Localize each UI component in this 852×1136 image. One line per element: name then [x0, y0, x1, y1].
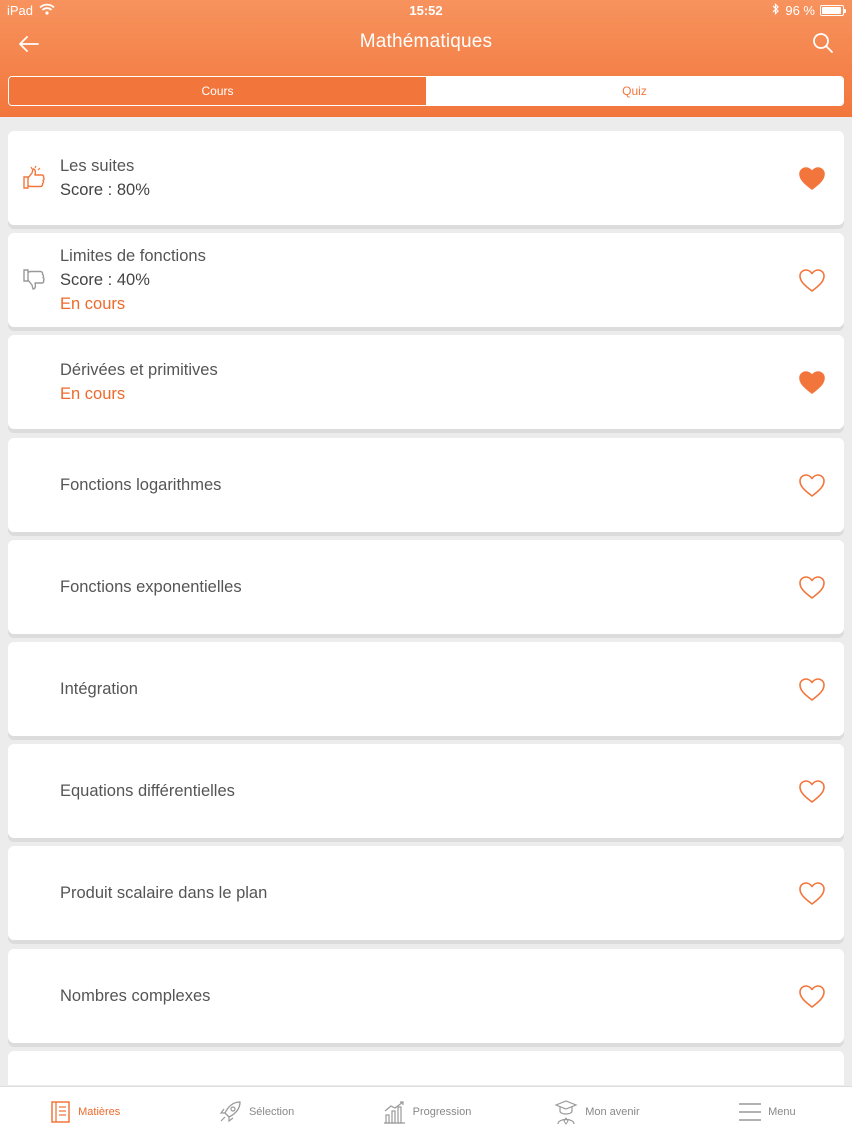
search-button[interactable]	[810, 30, 836, 56]
chart-icon	[381, 1099, 407, 1125]
chapter-card[interactable]	[8, 540, 844, 634]
tab-chart[interactable]	[341, 1087, 511, 1136]
device-label: iPad	[7, 3, 34, 18]
segment-quiz[interactable]: Quiz	[426, 77, 843, 105]
chapter-list	[8, 131, 844, 1085]
chapter-title: Fonctions logarithmes	[60, 475, 222, 494]
tab-label: Matières	[78, 1105, 121, 1118]
chapter-text	[60, 131, 774, 225]
chapter-title: Nombres complexes	[60, 986, 211, 1005]
heart-outline-icon[interactable]	[798, 983, 826, 1009]
chapter-text	[60, 540, 774, 634]
segment-cours[interactable]: Cours	[9, 77, 426, 105]
battery-percent: 96 %	[785, 3, 815, 18]
page-title: Mathématiques	[359, 31, 493, 52]
menu-icon	[738, 1101, 762, 1123]
chapter-title: Produit scalaire dans le plan	[60, 884, 268, 903]
chapter-title: Equations différentielles	[60, 782, 235, 801]
chapter-text	[60, 438, 774, 532]
chapter-score: Score : 40%	[60, 271, 150, 290]
nav-bar	[0, 22, 852, 66]
status-bar	[0, 0, 852, 22]
tab-bar	[0, 1086, 852, 1136]
chapter-score: Score : 80%	[60, 181, 150, 199]
chapter-card[interactable]	[8, 642, 844, 736]
chapter-card[interactable]	[8, 744, 844, 838]
thumbs-up-icon	[20, 164, 48, 192]
tab-graduate[interactable]	[511, 1087, 681, 1136]
tab-label: Progression	[412, 1105, 472, 1118]
book-icon	[50, 1100, 72, 1124]
chapter-text	[60, 335, 774, 429]
rocket-icon	[217, 1099, 243, 1125]
chapter-card[interactable]	[8, 131, 844, 225]
graduate-icon	[553, 1099, 579, 1125]
chapter-text	[60, 744, 774, 838]
chapter-status: En cours	[60, 385, 126, 404]
search-icon	[812, 32, 834, 54]
chapter-card[interactable]	[8, 438, 844, 532]
heart-outline-icon[interactable]	[798, 880, 826, 906]
header	[0, 0, 852, 117]
heart-outline-icon[interactable]	[798, 676, 826, 702]
chapter-title: Limites de fonctions	[60, 247, 206, 266]
chapter-text	[60, 949, 774, 1043]
bluetooth-icon	[772, 3, 780, 18]
heart-filled-icon[interactable]	[798, 165, 826, 191]
chapter-card[interactable]	[8, 1051, 844, 1085]
tab-book[interactable]	[0, 1087, 170, 1136]
heart-outline-icon[interactable]	[798, 472, 826, 498]
heart-outline-icon[interactable]	[798, 267, 826, 293]
tab-label: Mon avenir	[585, 1105, 640, 1118]
chapter-card[interactable]	[8, 846, 844, 940]
chapter-text	[60, 642, 774, 736]
heart-outline-icon[interactable]	[798, 778, 826, 804]
heart-outline-icon[interactable]	[798, 574, 826, 600]
chapter-title: Intégration	[60, 680, 138, 698]
chapter-title: Dérivées et primitives	[60, 361, 218, 380]
chapter-card[interactable]	[8, 335, 844, 429]
chapter-card[interactable]	[8, 949, 844, 1043]
battery-icon	[820, 5, 844, 16]
chapter-status: En cours	[60, 295, 126, 314]
tab-label: Menu	[768, 1105, 796, 1118]
thumbs-down-icon	[20, 266, 48, 294]
tab-label: Sélection	[248, 1105, 295, 1118]
segmented-control	[8, 76, 844, 106]
battery-fill	[822, 7, 841, 14]
heart-filled-icon[interactable]	[798, 369, 826, 395]
chapter-text	[60, 846, 774, 940]
tab-rocket[interactable]	[170, 1087, 340, 1136]
chapter-text	[60, 1051, 774, 1085]
tab-menu[interactable]	[682, 1087, 852, 1136]
status-time: 15:52	[409, 3, 443, 18]
chapter-title: Fonctions exponentielles	[60, 577, 242, 596]
chapter-text	[60, 233, 774, 327]
chapter-title: Les suites	[60, 157, 135, 175]
chapter-card[interactable]	[8, 233, 844, 327]
